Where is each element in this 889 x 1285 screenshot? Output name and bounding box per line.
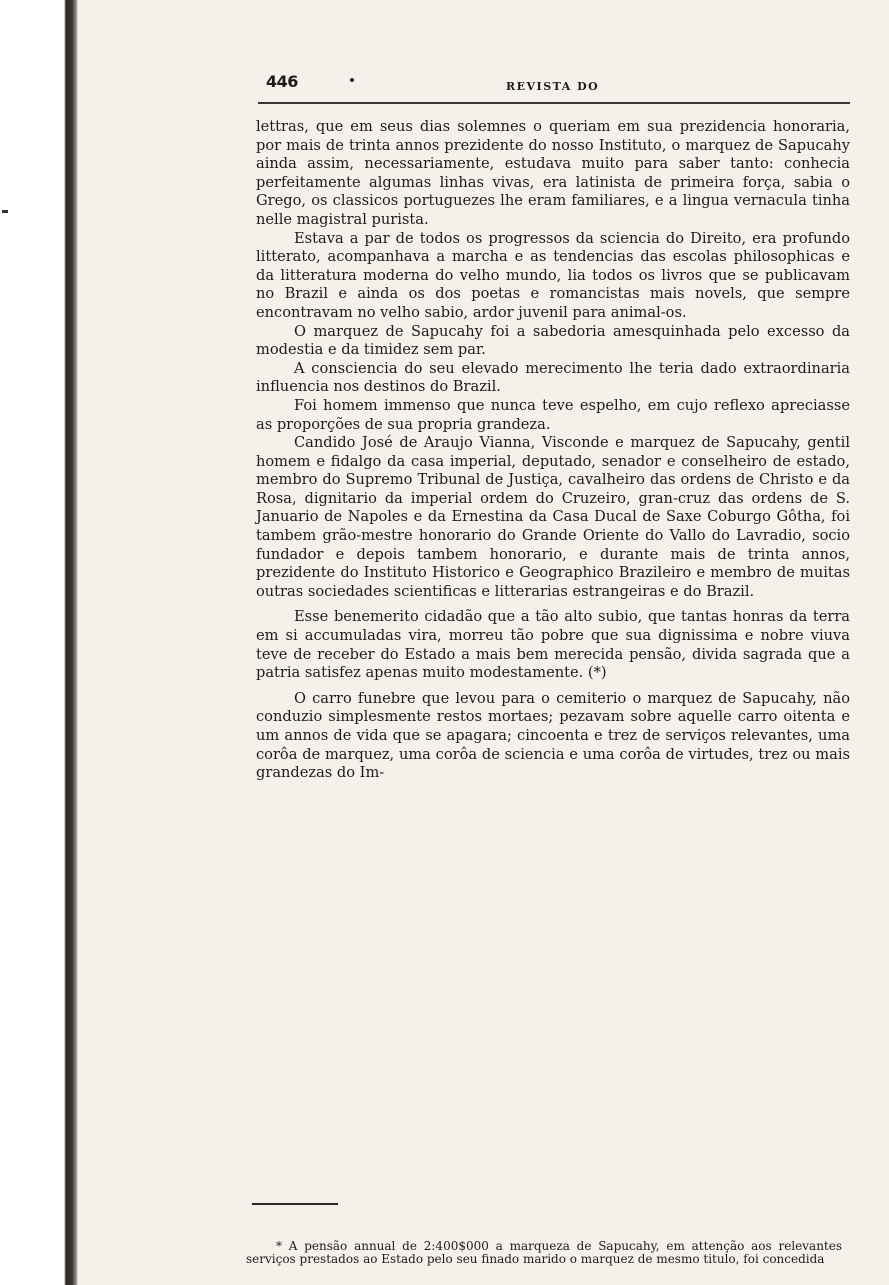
- paragraph: Candido José de Araujo Vianna, Visconde e marquez de Sapucahy, gentil homem e fidalgo da casa imperial, deputado, senador e conselheiro de estado, membro do Supremo Tribunal de Justiça, cavalheiro das ordens de Christo e da Rosa, dignitario da imperial ordem do Cruzeiro, gran-cruz das ordens de S. Januario de Napoles e da Ernestina da Casa Ducal de Saxe Coburgo Gôtha, foi tambem grão-mestre honorario do Grande Oriente do Vallo do Lavradio, socio fundador e depois tambem honorario, e durante mais de trinta annos, prezidente do Instituto Historico e Geographico Brazileiro e membro de muitas outras sociedades scientificas e litterarias estrangeiras e do Brazil.: [256, 434, 850, 600]
- scan-mark: [2, 210, 8, 213]
- running-head: REVISTA DO: [506, 80, 600, 93]
- footnote: [246, 1240, 842, 1266]
- footnote-text: * A pensão annual de 2:400$000 a marqueza de Sapucahy, em attenção aos relevantes serviços prestados ao Estado pelo seu finado marido o marquez de mesmo titulo, foi concedida: [246, 1239, 842, 1266]
- page-number: 446: [266, 72, 298, 91]
- binding-gutter: [0, 0, 78, 1285]
- body-text: [256, 118, 850, 783]
- paragraph: Foi homem immenso que nunca teve espelho, em cujo reflexo apreciasse as proporções de sua propria grandeza.: [256, 396, 850, 433]
- paragraph: A consciencia do seu elevado merecimento lhe teria dado extraordinaria influencia nos destinos do Brazil.: [256, 359, 850, 396]
- header-rule: [258, 102, 850, 104]
- header-dot: [350, 78, 354, 82]
- page-header: [266, 72, 850, 98]
- paragraph: O marquez de Sapucahy foi a sabedoria amesquinhada pelo excesso da modestia e da timidez sem par.: [256, 322, 850, 359]
- paragraph: lettras, que em seus dias solemnes o queriam em sua prezidencia honoraria, por mais de trinta annos prezidente do nosso Instituto, o marquez de Sapucahy ainda assim, necessariamente, estudava muito para saber tanto: conhecia perfeitamente algumas linhas vivas, era latinista de primeira força, sabia o Grego, os classicos portuguezes lhe eram familiares, e a lingua vernacula tinha nelle magistral purista.: [256, 118, 850, 228]
- paragraph: Estava a par de todos os progressos da sciencia do Direito, era profundo litterato, acompanhava a marcha e as tendencias das escolas philosophicas e da litteratura moderna do velho mundo, lia todos os livros que se publicavam no Brazil e ainda os dos poetas e romancistas mais novels, que sempre encontravam no velho sabio, ardor juvenil para animal-os.: [256, 229, 850, 321]
- paragraph: Esse benemerito cidadão que a tão alto subio, que tantas honras da terra em si accumuladas vira, morreu tão pobre que sua dignissima e nobre viuva teve de receber do Estado a mais bem merecida pensão, divida sagrada que a patria satisfez apenas muito modestamente. (*): [256, 608, 850, 682]
- footnote-rule: [252, 1203, 338, 1205]
- paragraph: O carro funebre que levou para o cemiterio o marquez de Sapucahy, não conduzio simplesmente restos mortaes; pezavam sobre aquelle carro oitenta e um annos de vida que se apagara; cincoenta e trez de serviços relevantes, uma corôa de marquez, uma corôa de sciencia e uma corôa de virtudes, trez ou mais grandezas do Im-: [256, 689, 850, 782]
